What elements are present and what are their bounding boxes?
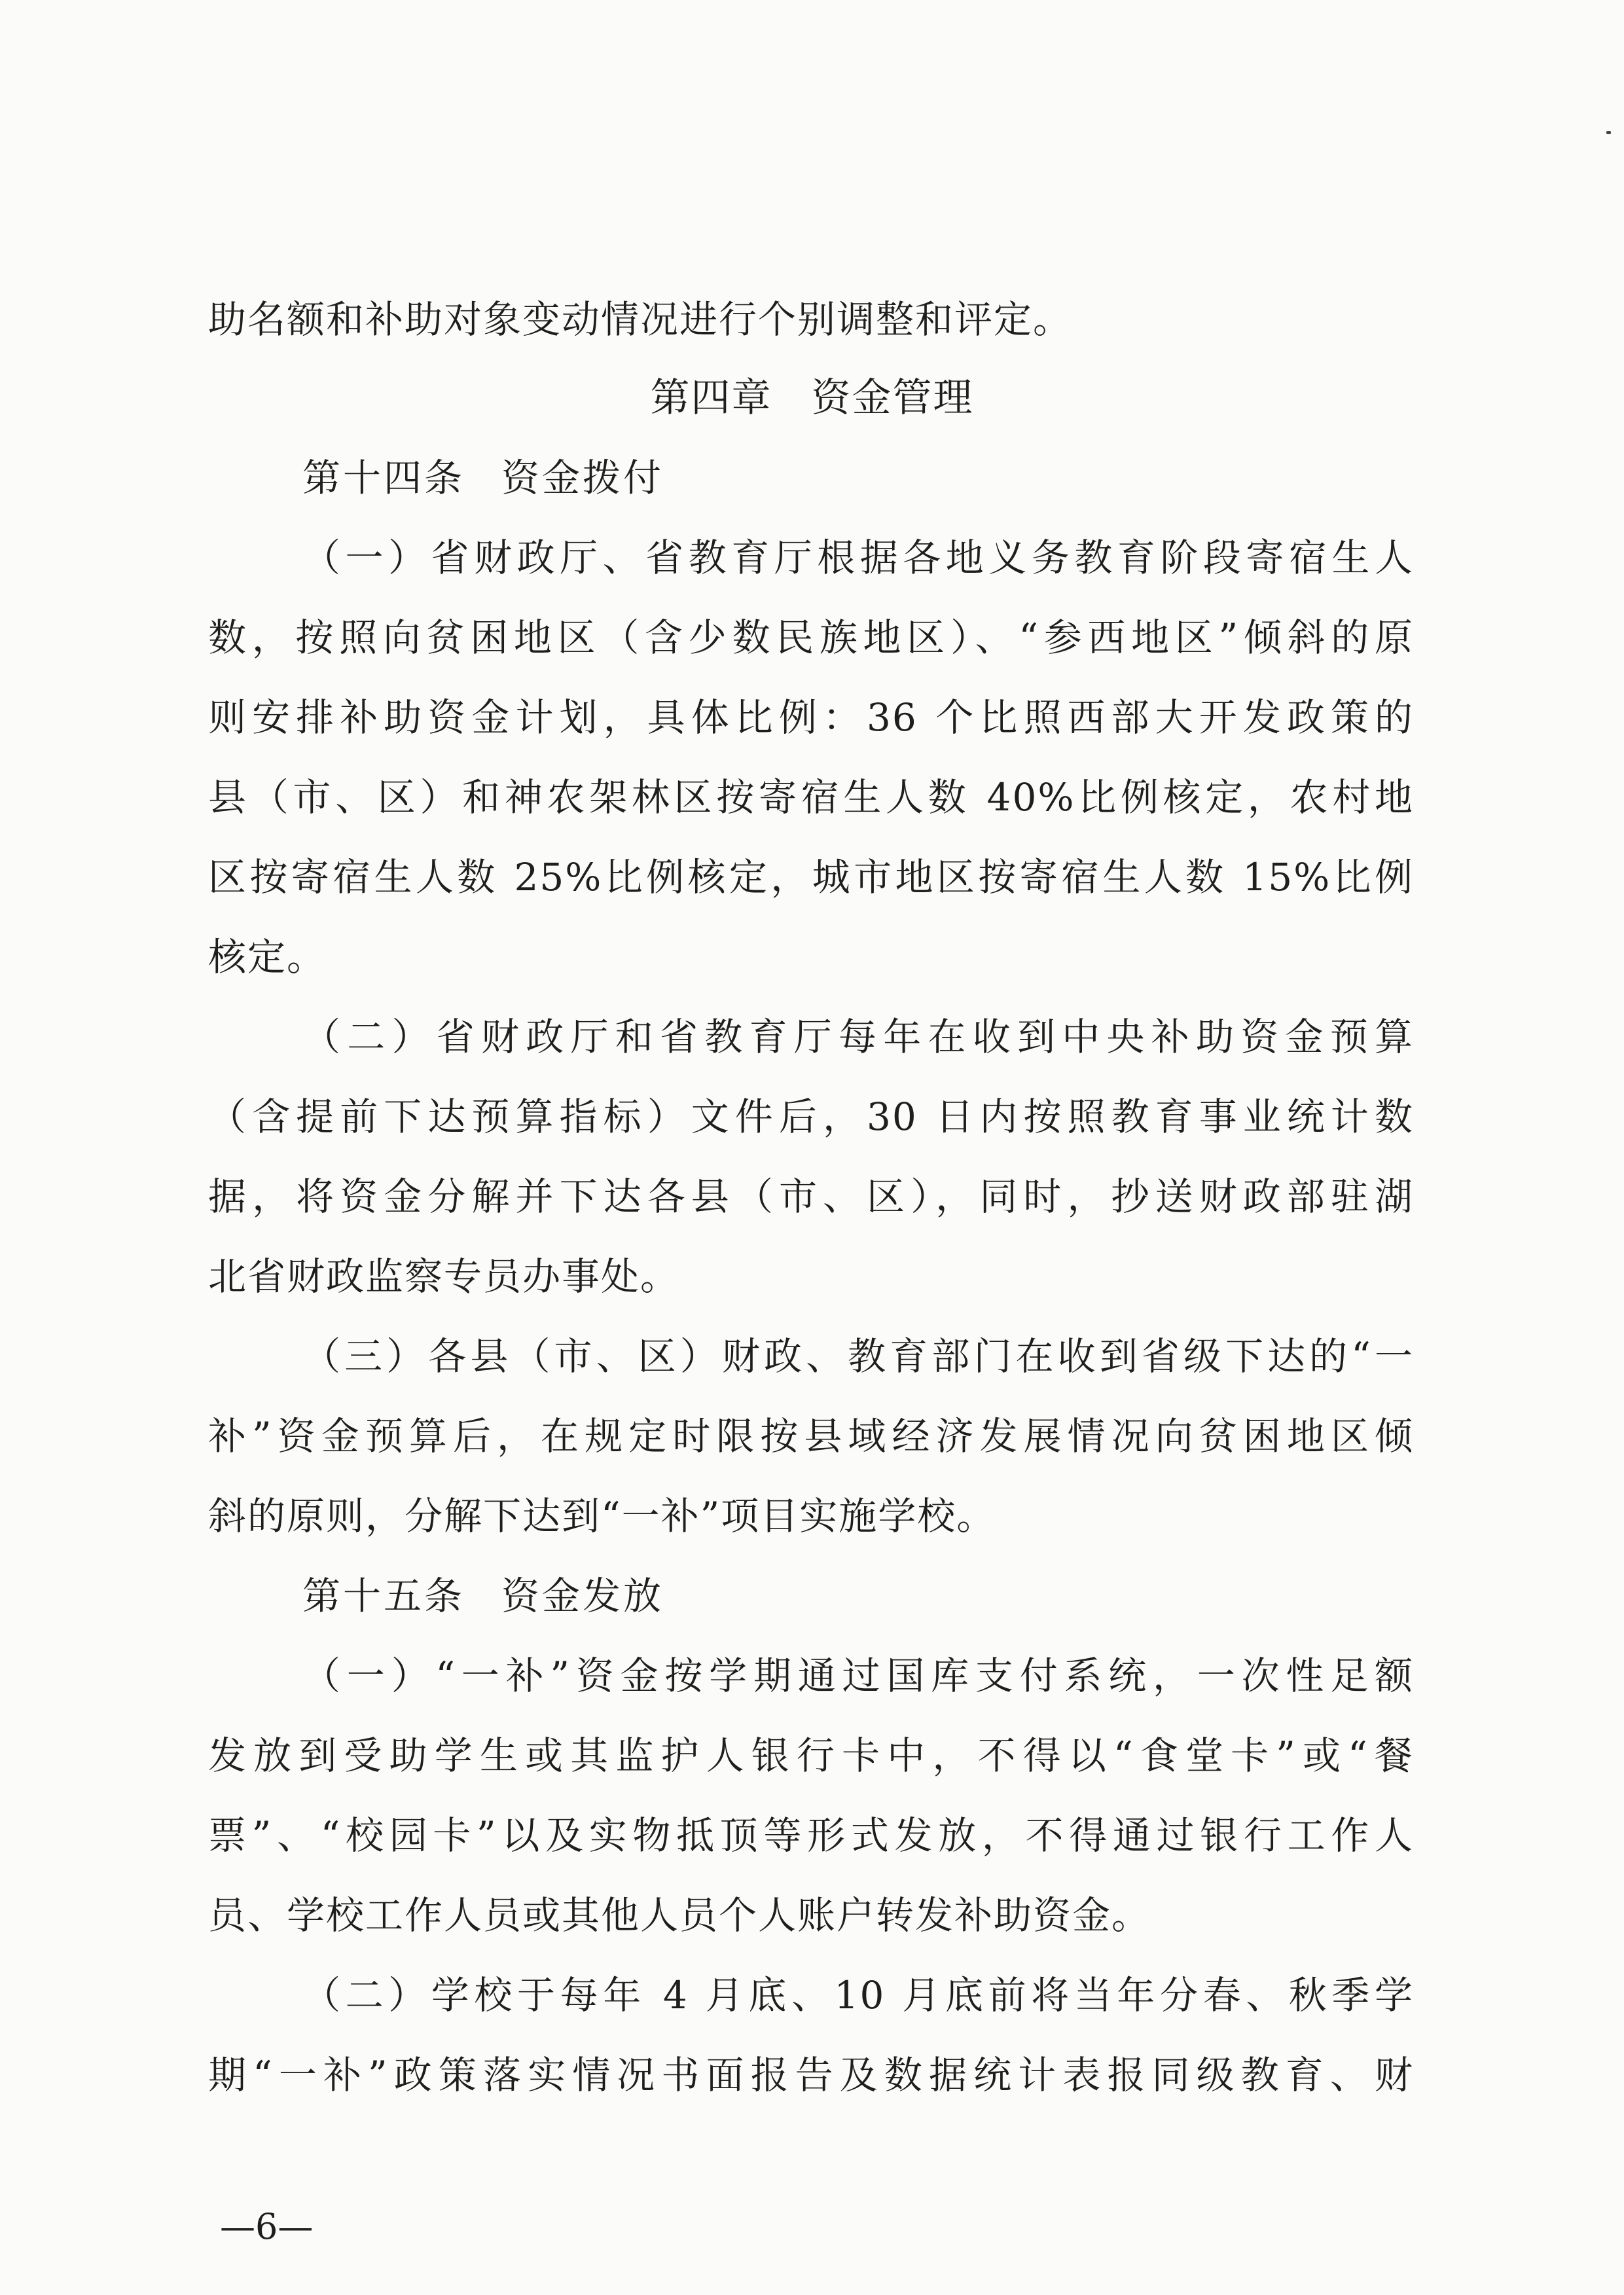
article-14-number: 第十四条 [302, 456, 465, 500]
paragraph-line: 县（市、区）和神农架林区按寄宿生人数 40%比例核定，农村地 [208, 775, 1414, 820]
article-15-title: 资金发放 [501, 1574, 664, 1618]
paragraph-line: 补”资金预算后，在规定时限按县域经济发展情况向贫困地区倾 [208, 1414, 1414, 1458]
paragraph-line: 区按寄宿生人数 25%比例核定，城市地区按寄宿生人数 15%比例 [208, 855, 1414, 899]
article-15-heading [302, 1572, 664, 1619]
paragraph-line: （含提前下达预算指标）文件后，30 日内按照教育事业统计数 [208, 1094, 1414, 1139]
article-14-heading [302, 454, 664, 501]
paragraph-line: 据，将资金分解并下达各县（市、区），同时，抄送财政部驻湖 [208, 1174, 1414, 1219]
scan-speck [1606, 131, 1611, 134]
paragraph-line: （二）学校于每年 4 月底、10 月底前将当年分春、秋季学 [302, 1973, 1414, 2017]
paragraph-line: 期“一补”政策落实情况书面报告及数据统计表报同级教育、财 [208, 2053, 1414, 2097]
chapter-number: 第四章 [650, 375, 772, 421]
paragraph-line: 则安排补助资金计划，具体比例：36 个比照西部大开发政策的 [208, 695, 1414, 740]
paragraph-line: （一）省财政厅、省教育厅根据各地义务教育阶段寄宿生人 [302, 535, 1414, 580]
continued-text-line: 助名额和补助对象变动情况进行个别调整和评定。 [208, 297, 1073, 342]
article-14-title: 资金拨付 [501, 456, 664, 500]
paragraph-line: （一）“一补”资金按学期通过国库支付系统，一次性足额 [302, 1653, 1414, 1698]
paragraph-line: 核定。 [208, 935, 327, 979]
paragraph-line: 发放到受助学生或其监护人银行卡中，不得以“食堂卡”或“餐 [208, 1733, 1414, 1778]
paragraph-line: 数，按照向贫困地区（含少数民族地区）、“参西地区”倾斜的原 [208, 615, 1414, 660]
paragraph-line: 员、学校工作人员或其他人员个人账户转发补助资金。 [208, 1893, 1151, 1938]
article-15-number: 第十五条 [302, 1574, 465, 1618]
paragraph-line: （三）各县（市、区）财政、教育部门在收到省级下达的“一 [302, 1334, 1414, 1379]
paragraph-line: 票”、“校园卡”以及实物抵顶等形式发放，不得通过银行工作人 [208, 1813, 1414, 1858]
page-number: —6— [220, 2206, 314, 2247]
chapter-heading [0, 374, 1624, 422]
chapter-title: 资金管理 [811, 375, 974, 421]
paragraph-line: （二）省财政厅和省教育厅每年在收到中央补助资金预算 [302, 1015, 1414, 1059]
paragraph-line: 北省财政监察专员办事处。 [208, 1254, 680, 1299]
paragraph-line: 斜的原则，分解下达到“一补”项目实施学校。 [208, 1494, 996, 1538]
